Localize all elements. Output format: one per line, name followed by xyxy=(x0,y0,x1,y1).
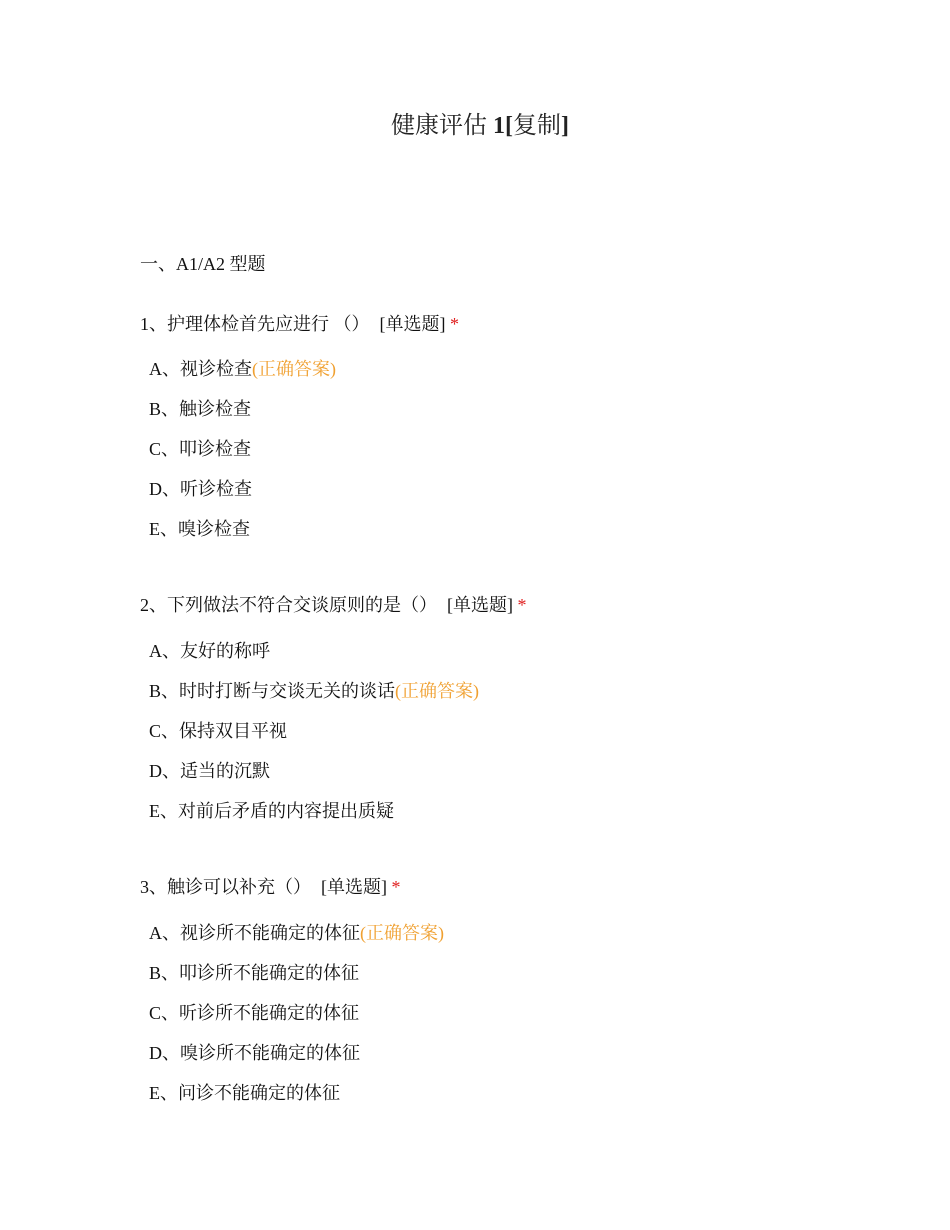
option-letter: C、 xyxy=(149,439,180,459)
option-text: 嗅诊所不能确定的体征 xyxy=(180,1043,360,1063)
option-text: 保持双目平视 xyxy=(179,721,288,741)
correct-answer-tag: (正确答案) xyxy=(360,923,444,943)
option-text: 叩诊所不能确定的体征 xyxy=(179,963,360,983)
title-main: 健康评估 xyxy=(391,113,487,139)
option-1d xyxy=(149,477,252,501)
option-letter: E、 xyxy=(149,801,178,821)
option-letter: B、 xyxy=(149,681,180,701)
option-text: 对前后矛盾的内容提出质疑 xyxy=(178,801,394,821)
question-text: 护理体检首先应进行 （） xyxy=(167,314,370,334)
option-1a xyxy=(149,357,336,381)
question-type: [单选题] xyxy=(321,877,387,897)
title-copy: 复制 xyxy=(513,113,561,139)
option-1e xyxy=(149,517,250,541)
option-3b xyxy=(149,961,359,985)
option-text: 嗅诊检查 xyxy=(178,519,250,539)
question-2 xyxy=(140,593,527,617)
question-text: 触诊可以补充（） xyxy=(167,877,311,897)
option-letter: D、 xyxy=(149,1043,180,1063)
option-2e xyxy=(149,799,394,823)
option-text: 视诊所不能确定的体征 xyxy=(180,923,360,943)
option-2c xyxy=(149,719,287,743)
option-letter: A、 xyxy=(149,641,180,661)
required-marker: * xyxy=(450,314,459,334)
question-1 xyxy=(140,312,459,336)
option-letter: D、 xyxy=(149,761,180,781)
required-marker: * xyxy=(391,877,401,897)
option-3a xyxy=(149,921,444,945)
option-letter: A、 xyxy=(149,923,180,943)
option-text: 适当的沉默 xyxy=(180,761,270,781)
question-number: 1、 xyxy=(140,314,167,334)
option-letter: E、 xyxy=(149,1083,178,1103)
correct-answer-tag: (正确答案) xyxy=(252,359,336,379)
option-text: 友好的称呼 xyxy=(180,641,270,661)
option-text: 叩诊检查 xyxy=(179,439,252,459)
option-2a xyxy=(149,639,270,663)
correct-answer-tag: (正确答案) xyxy=(395,681,480,701)
option-text: 听诊所不能确定的体征 xyxy=(179,1003,360,1023)
option-1b xyxy=(149,397,251,421)
question-type: [单选题] xyxy=(447,595,513,615)
option-letter: B、 xyxy=(149,399,180,419)
option-text: 问诊不能确定的体征 xyxy=(178,1083,340,1103)
title-number: 1[ xyxy=(493,113,513,139)
option-3e xyxy=(149,1081,340,1105)
option-letter: B、 xyxy=(149,963,180,983)
question-type: [单选题] xyxy=(379,314,446,334)
option-text: 触诊检查 xyxy=(179,399,252,419)
option-text: 时时打断与交谈无关的谈话 xyxy=(179,681,396,701)
option-letter: D、 xyxy=(149,479,180,499)
option-letter: E、 xyxy=(149,519,178,539)
option-text: 听诊检查 xyxy=(180,479,252,499)
option-2b xyxy=(149,679,479,703)
option-1c xyxy=(149,437,251,461)
title-close-bracket: ] xyxy=(561,113,569,139)
option-2d xyxy=(149,759,270,783)
required-marker: * xyxy=(517,595,527,615)
option-letter: A、 xyxy=(149,359,180,379)
option-3d xyxy=(149,1041,360,1065)
option-letter: C、 xyxy=(149,1003,180,1023)
option-text: 视诊检查 xyxy=(180,359,252,379)
option-3c xyxy=(149,1001,359,1025)
page-title xyxy=(0,110,950,142)
question-number: 2、 xyxy=(140,595,167,615)
option-letter: C、 xyxy=(149,721,180,741)
section-heading: 一、A1/A2 型题 xyxy=(140,254,266,274)
question-number: 3、 xyxy=(140,877,167,897)
question-3 xyxy=(140,875,401,899)
question-text: 下列做法不符合交谈原则的是（） xyxy=(167,595,437,615)
